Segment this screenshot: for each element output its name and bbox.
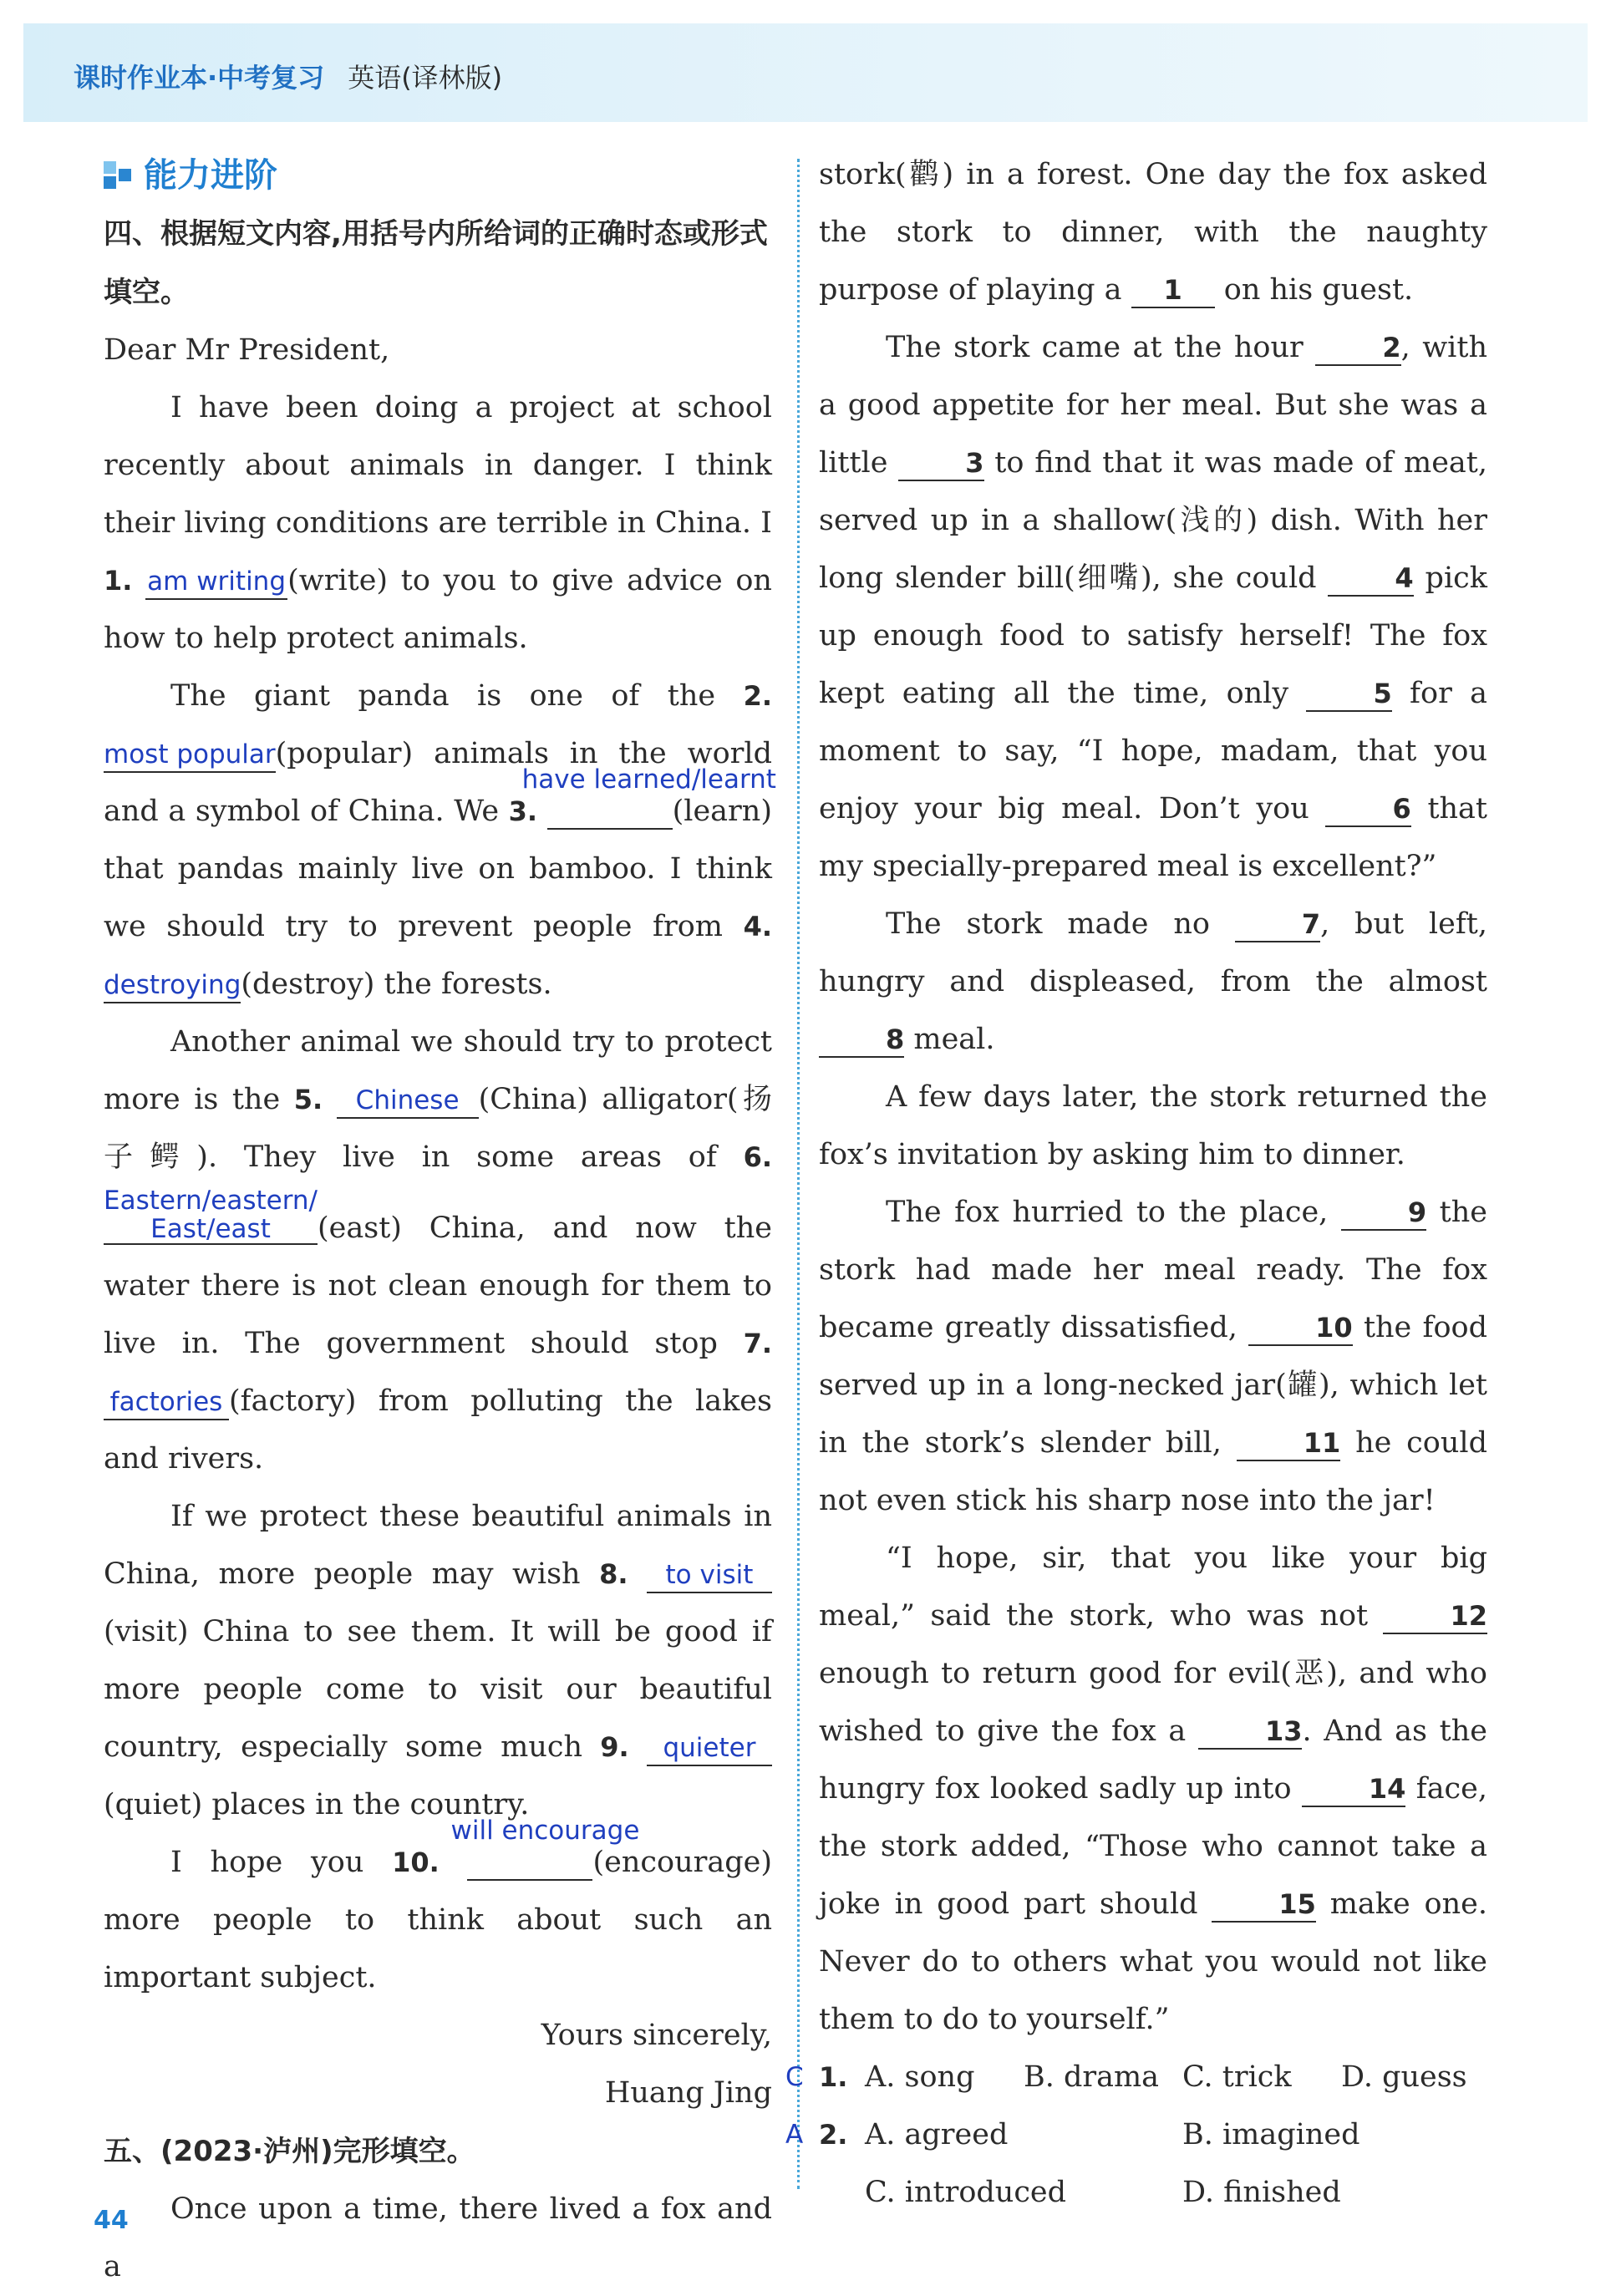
answer-7: factories [109, 1387, 223, 1417]
column-divider [797, 159, 800, 2189]
cloze-blank: 1 [1131, 273, 1215, 308]
answer-6-alt: East/east [150, 1214, 271, 1244]
cloze-paragraph-1: stork(鹳) in a forest. One day the fox asked the stork to dinner, with the naughty purpose of playing a 1 on his guest. [819, 158, 1487, 307]
answer-1: am writing [147, 566, 287, 597]
cloze-blank: 4 [1328, 561, 1413, 597]
answer-mark-1: C [785, 2062, 804, 2092]
section-title: 能力进阶 [104, 146, 772, 205]
answer-10: will encourage [450, 1816, 640, 1846]
cloze-blank: 7 [1235, 907, 1320, 942]
cloze-paragraph-6: “I hope, sir, that you like your big meal,” said the stork, who was not 12 enough to return good for evil(恶), and who wished to give the fox a 13. And as the hungry fox looked sadly up into 14 face, the stork added, “Those who cannot take a joke in good part should 15 make one. Never do to others what you would not like them to do to yourself.” [819, 1542, 1487, 2036]
letter-closing: Yours sincerely, [541, 2019, 772, 2052]
cloze-blank: 15 [1212, 1887, 1316, 1923]
option-row-1: C 1. A. song B. drama C. trick D. guess [819, 2049, 1487, 2106]
cloze-blank: 2 [1315, 331, 1400, 366]
answer-mark-2: A [785, 2120, 804, 2150]
left-column [104, 146, 776, 2296]
cloze-intro: Once upon a time, there lived a fox and a [104, 2192, 772, 2283]
header-title: 课时作业本·中考复习 英语(译林版) [74, 62, 503, 94]
cloze-blank: 6 [1325, 792, 1410, 827]
section-blocks-icon [104, 161, 132, 190]
answer-8: to visit [665, 1560, 754, 1590]
cloze-blank: 9 [1341, 1196, 1426, 1231]
cloze-paragraph-4: A few days later, the stork returned the fox’s invitation by asking him to dinner. [819, 1080, 1487, 1171]
answer-6: Eastern/eastern/ [104, 1186, 318, 1216]
letter-signature: Huang Jing [604, 2076, 772, 2110]
cloze-blank: 3 [898, 446, 983, 481]
answer-3: have learned/learnt [521, 764, 776, 795]
page-number: 44 [94, 2206, 129, 2235]
letter-paragraph-5: I hope you 10. will encourage (encourage) more people to think about such an important subject. [104, 1816, 772, 1994]
cloze-paragraph-2: The stork came at the hour 2, with a good appetite for her meal. But she was a little 3 to find that it was made of meat, served up in a shallow(浅的) dish. With her long slender bill(细嘴), she could 4 pick up enough food to satisfy herself! The fox kept eating all the time, only 5 for a moment to say, “I hope, madam, that you enjoy your big meal. Don’t you 6 that my specially-prepared meal is excellent?” [819, 331, 1487, 883]
cloze-paragraph-3: The stork made no 7, but left, hungry and displeased, from the almost 8 meal. [819, 907, 1487, 1056]
page-header [23, 23, 1588, 122]
letter-greeting: Dear Mr President, [104, 333, 390, 367]
cloze-blank: 8 [819, 1023, 904, 1058]
cloze-blank: 14 [1302, 1772, 1406, 1807]
cloze-blank: 13 [1198, 1714, 1303, 1750]
letter-paragraph-2: The giant panda is one of the 2. most popular(popular) animals in the world and a symbol of China. We 3. have learned/learnt (learn) that pandas mainly live on bamboo. I think we should try to prevent people from 4. destroying(destroy) the forests. [104, 668, 772, 1013]
cloze-blank: 11 [1237, 1426, 1341, 1461]
letter-paragraph-3: Another animal we should try to protect more is the 5. Chinese (China) alligator(扬子鳄). They live in some areas of 6. Eastern/eastern/ East/east (east) China, and now the water there is not clean enough for them to live in. The government should stop 7. factories (factory) from polluting the lakes and rivers. [104, 1025, 772, 1476]
letter-paragraph-1: I have been doing a project at school recently about animals in danger. I think their living conditions are terrible in China. I 1. am writing(write) to you to give advice on how to help protect animals. [104, 391, 772, 655]
option-row-2a: A 2. A. agreed B. imagined [819, 2106, 1487, 2164]
option-row-2b: C. introduced D. finished [865, 2176, 1341, 2209]
cloze-blank: 5 [1306, 677, 1391, 712]
answer-9: quieter [663, 1733, 756, 1763]
cloze-blank: 12 [1383, 1599, 1487, 1634]
part4-title: 四、根据短文内容,用括号内所给词的正确时态或形式填空。 [104, 217, 768, 309]
right-column [785, 146, 1487, 2222]
answer-2: most popular [104, 739, 276, 770]
letter-paragraph-4: If we protect these beautiful animals in China, more people may wish 8. to visit (visit) China to see them. It will be good if more people come to visit our beautiful country, especially some much 9. quieter (quiet) places in the country. [104, 1500, 772, 1821]
answer-5: Chinese [355, 1085, 460, 1115]
answer-4: destroying [104, 970, 241, 1000]
part5-title: 五、(2023·泸州)完形填空。 [104, 2135, 475, 2168]
cloze-paragraph-5: The fox hurried to the place, 9 the stork had made her meal ready. The fox became greatly dissatisfied, 10 the food served up in a long-necked jar(罐), which let in the stork’s slender bill, 11 he could not even stick his sharp nose into the jar! [819, 1196, 1487, 1517]
cloze-blank: 10 [1248, 1311, 1353, 1346]
